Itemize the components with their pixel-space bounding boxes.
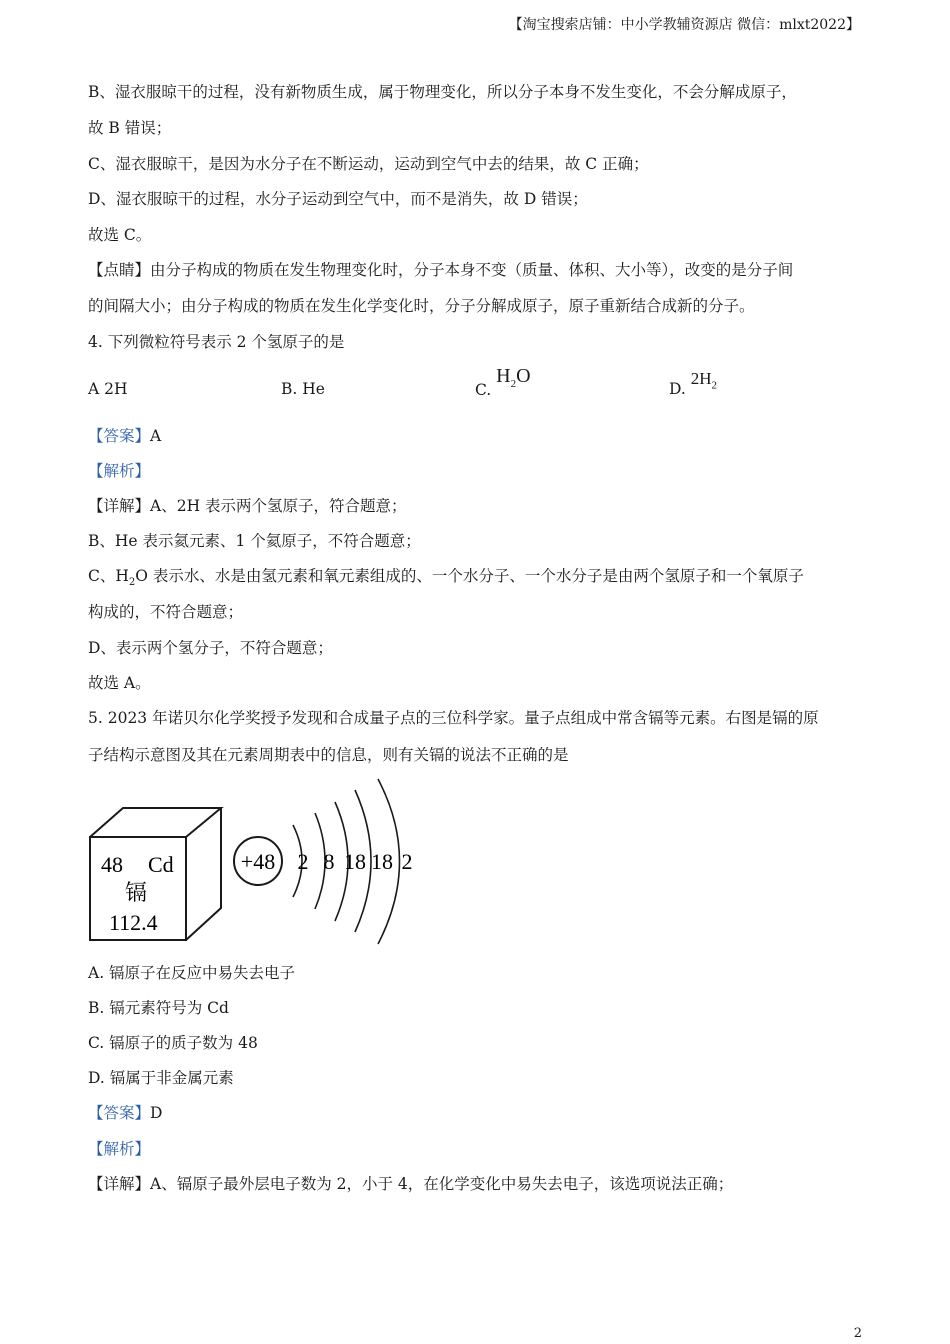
detail-c-prefix: C、H	[88, 567, 129, 585]
q5-question-line1: 5. 2023 年诺贝尔化学奖授予发现和合成量子点的三位科学家。量子点组成中常含镉等元素。右图是镉的原	[88, 709, 819, 727]
text-line: 【点睛】由分子构成的物质在发生物理变化时，分子本身不变（质量、体积、大小等），改变的是分子间	[88, 261, 794, 279]
q5-analysis-tag: 【解析】	[88, 1140, 151, 1158]
detail-tag: 【详解】	[88, 497, 151, 515]
answer-value: D	[150, 1104, 163, 1122]
formula	[496, 365, 531, 390]
detail-text: A、2H 表示两个氢原子，符合题意；	[150, 497, 407, 515]
option-label: D.	[669, 380, 686, 398]
q4-option-a: A 2H	[88, 380, 128, 398]
shell-electrons: 18	[371, 849, 393, 874]
q4-detail-c-cont: 构成的，不符合题意；	[88, 603, 244, 621]
text-line: C、湿衣服晾干，是因为水分子在不断运动，运动到空气中去的结果，故 C 正确；	[88, 155, 649, 173]
answer-value: A	[150, 427, 162, 445]
cadmium-diagram	[85, 775, 425, 950]
text-line: 的间隔大小；由分子构成的物质在发生化学变化时，分子分解成原子，原子重新结合成新的分子。	[88, 297, 755, 315]
q5-answer	[88, 1103, 162, 1123]
shell-electrons: 18	[344, 849, 366, 874]
q4-analysis-tag: 【解析】	[88, 462, 151, 480]
q4-detail-a	[88, 496, 407, 516]
formula-main: H	[496, 365, 511, 387]
q5-question-line2: 子结构示意图及其在元素周期表中的信息，则有关镉的说法不正确的是	[88, 746, 569, 764]
q4-detail-d: D、表示两个氢分子，不符合题意；	[88, 639, 333, 657]
formula-subscript: 2	[510, 378, 517, 390]
q5-detail-a	[88, 1174, 733, 1194]
text-line: B、湿衣服晾干的过程，没有新物质生成，属于物理变化，所以分子本身不发生变化，不会分解成原子，	[88, 83, 797, 101]
q4-conclusion: 故选 A。	[88, 674, 151, 692]
formula-main: 2H	[690, 369, 712, 388]
answer-tag: 【答案】	[88, 427, 151, 445]
formula-subscript: 2	[711, 379, 718, 392]
q5-option-b: B. 镉元素符号为 Cd	[88, 999, 229, 1017]
shell-electrons: 8	[323, 849, 335, 874]
atomic-mass: 112.4	[109, 910, 158, 935]
text-line: D、湿衣服晾干的过程，水分子运动到空气中，而不是消失，故 D 错误；	[88, 190, 588, 208]
q4-option-d	[669, 369, 718, 398]
q4-answer	[88, 426, 161, 446]
detail-c-subscript: 2	[128, 577, 136, 589]
detail-text: A、镉原子最外层电子数为 2，小于 4，在化学变化中易失去电子，该选项说法正确；	[150, 1175, 734, 1193]
q5-option-d: D. 镉属于非金属元素	[88, 1069, 234, 1087]
text-line: 故 B 错误；	[88, 119, 172, 137]
q4-detail-c	[88, 566, 804, 593]
page-number: 2	[853, 1326, 862, 1341]
q4-detail-b: B、He 表示氦元素、1 个氦原子，不符合题意；	[88, 532, 421, 550]
q4-question: 4. 下列微粒符号表示 2 个氢原子的是	[88, 333, 345, 351]
text-line: 故选 C。	[88, 226, 152, 244]
q4-option-c	[475, 365, 531, 399]
element-symbol: Cd	[148, 852, 174, 877]
formula	[690, 369, 718, 392]
option-label: C.	[475, 381, 492, 399]
shell-electrons: 2	[401, 849, 413, 874]
page-header: 【淘宝搜索店铺：中小学教辅资源店 微信：mlxt2022】	[508, 17, 860, 33]
detail-c-rest: O 表示水、水是由氢元素和氧元素组成的、一个水分子、一个水分子是由两个氢原子和一个氧原子	[135, 567, 804, 585]
shell-electrons: 2	[297, 849, 309, 874]
answer-tag: 【答案】	[88, 1104, 151, 1122]
formula-tail: O	[516, 365, 531, 387]
detail-tag: 【详解】	[88, 1175, 151, 1193]
nucleus-charge: +48	[240, 849, 276, 874]
element-name: 镉	[125, 880, 148, 905]
q5-option-a: A. 镉原子在反应中易失去电子	[88, 964, 296, 982]
q5-option-c: C. 镉原子的质子数为 48	[88, 1034, 258, 1052]
q4-option-b: B. He	[281, 380, 325, 398]
atomic-number: 48	[101, 852, 123, 877]
